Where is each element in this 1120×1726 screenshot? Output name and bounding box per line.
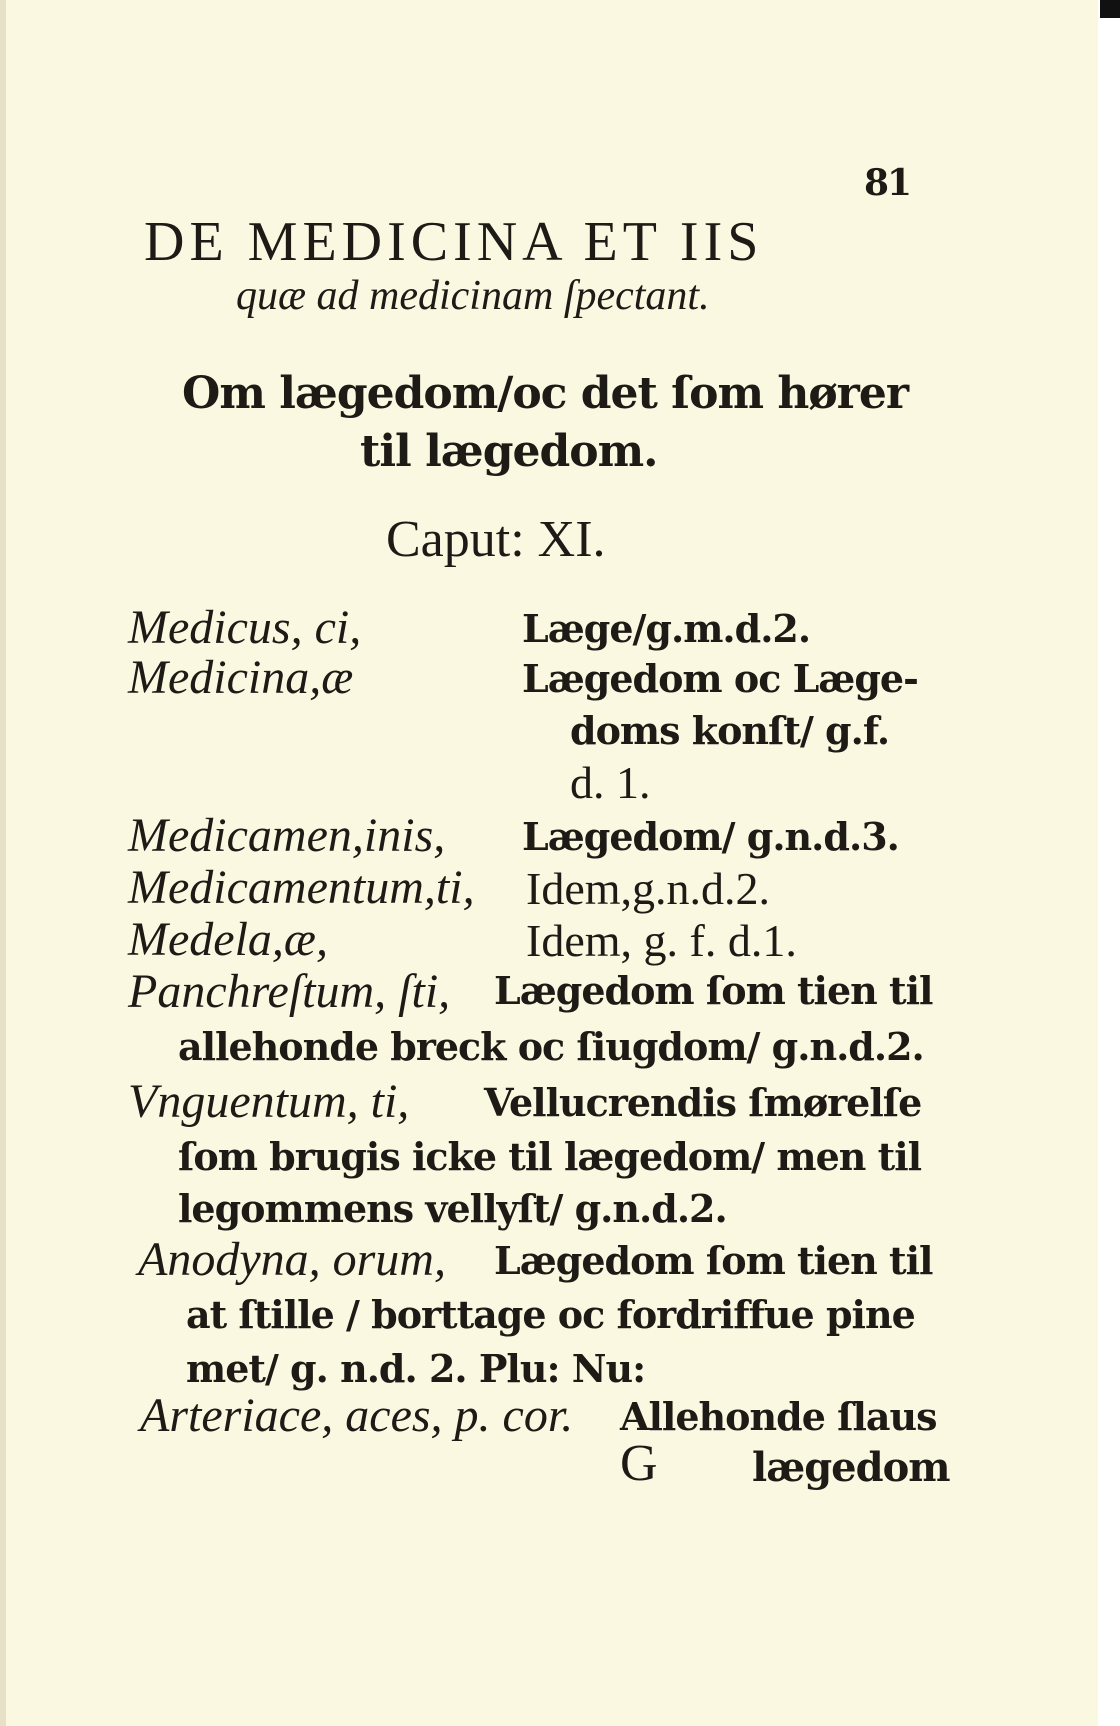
entry-latin: Medela,æ,: [128, 913, 328, 966]
entry-danish: Læge/g.m.d.2.: [522, 606, 811, 651]
catchword: lægedom: [752, 1444, 950, 1491]
entry-danish: Idem,g.n.d.2.: [526, 863, 771, 914]
entry-danish: d. 1.: [570, 757, 651, 808]
entry-danish: Vellucrendis ſmørelſe: [484, 1080, 922, 1125]
signature-mark: G: [620, 1435, 658, 1492]
entry-danish: Lægedom ſom tien til: [494, 968, 933, 1013]
entry-latin: Medicus, ci,: [128, 601, 362, 654]
entry-danish: Lægedom ſom tien til: [494, 1238, 933, 1283]
scan-corner-mark: [1100, 0, 1120, 18]
entry-latin: Medicina,æ: [128, 651, 354, 704]
entry-danish: doms konſt/ g.f.: [570, 708, 890, 753]
entry-latin: Medicamentum,ti,: [128, 861, 475, 914]
entry-danish: Idem, g. f. d.1.: [526, 915, 797, 966]
chapter-number: Caput: XI.: [386, 511, 606, 568]
page-left-edge: [0, 0, 6, 1726]
entry-danish: legommens vellyſt/ g.n.d.2.: [178, 1186, 727, 1231]
chapter-subtitle: quæ ad medicinam ſpectant.: [236, 273, 710, 319]
entry-latin: Arteriace, aces, p. cor.: [140, 1389, 574, 1442]
entry-danish: ſom brugis icke til lægedom/ men til: [178, 1134, 922, 1179]
entry-latin: Medicamen,inis,: [128, 809, 446, 862]
entry-latin: Anodyna, orum,: [138, 1233, 446, 1286]
entry-danish: Lægedom oc Læge-: [522, 656, 918, 701]
entry-latin: Panchreſtum, ſti,: [128, 965, 451, 1018]
entry-latin: Vnguentum, ti,: [128, 1075, 410, 1128]
page-number: 81: [864, 162, 911, 204]
entry-danish: Lægedom/ g.n.d.3.: [522, 814, 899, 859]
entry-danish: at ſtille / borttage oc fordriffue pine: [186, 1292, 915, 1337]
entry-danish: allehonde breck oc ſiugdom/ g.n.d.2.: [178, 1024, 924, 1069]
chapter-title: DE MEDICINA ET IIS: [144, 211, 764, 273]
scan-margin: [1098, 0, 1120, 1726]
danish-title-line-1: Om lægedom/oc det ſom hører: [182, 368, 909, 419]
entry-danish: met/ g. n.d. 2. Plu: Nu:: [186, 1346, 646, 1391]
entry-danish: Allehonde ſlaus: [620, 1394, 937, 1439]
danish-title-line-2: til lægedom.: [360, 426, 658, 477]
